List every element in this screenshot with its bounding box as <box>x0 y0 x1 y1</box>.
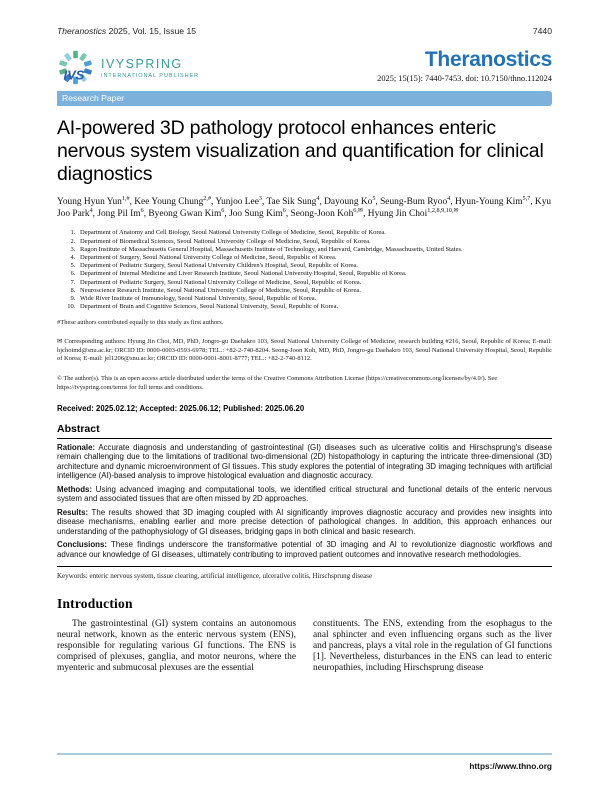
author: Jong Pil Im$^6$ , <box>97 209 148 219</box>
author: Yunjoo Lee$^3$ , <box>215 197 266 207</box>
journal-url: https://www.thno.org <box>469 761 552 771</box>
author: Kyu Joo Park$^4$ , <box>57 197 551 219</box>
author-superscript: 4 <box>447 194 451 202</box>
abstract-rule-top <box>57 438 552 439</box>
license-note: © The author(s). This is an open access article distributed under the terms of the Creative Commons Attribution License (https://creativecommons.org/licenses/by/4.0/). See https://ivyspring.com/terms for full terms and conditions. <box>57 375 498 391</box>
publisher-subtitle: INTERNATIONAL PUBLISHER <box>101 72 200 79</box>
author-superscript: 3 <box>258 194 262 202</box>
author-superscript: 5,7 <box>522 194 531 202</box>
ivyspring-logo-icon <box>57 49 94 86</box>
running-header-journal-name: Theranostics <box>57 26 107 36</box>
body-column-left: The gastrointestinal (GI) system contains an autonomous neural network, known as the enteric nervous system (ENS), responsible for regulating various GI functions. The ENS is comprised of plexuses, ganglia, and motor neurons, where the myenteric and submucosal plexuses are the essential <box>57 619 296 674</box>
envelope-icon: ✉ <box>57 338 63 346</box>
affiliation-item: 7. Department of Pediatric Surgery, Seoul National University College of Medicine, Seoul, Republic of Korea. <box>77 279 552 287</box>
running-header-page-number: 7440 <box>532 26 552 36</box>
author-superscript: 2,# <box>203 194 212 202</box>
author: Hyun-Young Kim$^{5,7}$ , <box>455 197 535 207</box>
abstract-label: Methods: <box>57 484 93 494</box>
author-superscript: 4 <box>316 194 320 202</box>
author-superscript: 1,2,8,9,10,✉ <box>427 207 459 215</box>
journal-name: Theranostics <box>424 48 552 71</box>
publisher-block <box>57 49 199 86</box>
body-column-right: constituents. The ENS, extending from the esophagus to the anal sphincter and even influencing organs such as the liver and pancreas, plays a vital role in the regulation of GI functions [1]. Nevertheless, disturbances in the ENS can lead to enteric neuropathies, including Hirschsprung disease <box>313 619 552 674</box>
abstract-rule-bottom <box>57 566 552 567</box>
abstract-label: Results: <box>57 507 89 517</box>
citation-line: 2025; 15(15): 7440-7453. doi: 10.7150/thno.112024 <box>377 74 552 83</box>
dates-line: Received: 2025.02.12; Accepted: 2025.06.12; Published: 2025.06.20 <box>57 403 305 413</box>
keywords-line <box>57 572 552 580</box>
author: Tae Sik Sung$^4$ , <box>266 197 324 207</box>
affiliation-item: 1. Department of Anatomy and Cell Biology, Seoul National University College of Medicine, Seoul, Republic of Korea. <box>77 229 552 237</box>
abstract-section <box>57 413 552 567</box>
article-title: AI-powered 3D pathology protocol enhances enteric nervous system visualization and quantification for clinical diagnostics <box>57 117 544 185</box>
author-superscript: 1,# <box>121 194 130 202</box>
author: Seong-Joon Koh$^{6,✉}$ , <box>291 209 368 219</box>
ivyspring-logo-monogram: IVS <box>63 67 85 83</box>
abstract-body <box>57 443 552 559</box>
abstract-methods: Methods: Using advanced imaging and computational tools, we identified critical structural and functional details of the enteric nervous system and associated tissues that are often missed by 2D approaches. <box>57 484 552 504</box>
author-superscript: 6,✉ <box>353 207 364 215</box>
abstract-results: Results: The results showed that 3D imaging coupled with AI significantly improves diagnostic accuracy and provides new insights into disease mechanisms, enabling earlier and more precise detection of pathological changes. In addition, this approach enhances our understanding of the pathophysiology of GI diseases, bridging gaps in both clinical and basic research. <box>57 507 552 536</box>
affiliation-item: 2. Department of Biomedical Sciences, Seoul National University College of Medicine, Seoul, Republic of Korea. <box>77 238 552 246</box>
publisher-text <box>101 57 199 79</box>
affiliation-item: 8. Neuroscience Research Institute, Seoul National University College of Medicine, Seoul, Republic of Korea. <box>77 287 552 295</box>
abstract-conclusions: Conclusions: These findings underscore the transformative potential of 3D imaging and AI to revolutionize diagnostic workflows and advance our knowledge of GI diseases, ultimately contributing to improved patient outcomes and innovative research methodologies. <box>57 540 552 559</box>
author: Kee Young Chung$^{2,\#}$ , <box>134 197 215 207</box>
correspondence-note <box>57 338 552 364</box>
correspondence-text: Corresponding authors: Hyung Jin Choi, MD, PhD, Jongro-gu Daehakro 103, Seoul National University College of Medicine, research building #216, Seoul, Republic of Korea; E-mail: hjchoimd@snu.ac.kr; ORCID ID: 0000-0003-0593-6978; TEL.: +82-2-740-8204. Seong-Joon Koh, MD, PhD, Jongro-gu Daehakro 103, Seoul National University Hospital, Seoul, Republic of Korea; E-mail: jel1206@snu.ac.kr; ORCID ID: 0000-0001-8001-8777; TEL.: +82-2-740-8112. <box>57 338 552 363</box>
keywords-text: enteric nervous system, tissue clearing, artificial intelligence, ulcerative colitis, Hirschsprung disease <box>87 572 373 581</box>
masthead <box>57 49 552 86</box>
abstract-heading: Abstract <box>57 422 100 435</box>
introduction-heading: Introduction <box>57 596 133 612</box>
author-superscript: 4 <box>89 207 93 215</box>
running-header-journal <box>57 26 196 36</box>
abstract-rationale: Rationale: Accurate diagnosis and understanding of gastrointestinal (GI) diseases such as ulcerative colitis and Hirschsprung's disease remain challenging due to the limitations of traditional two-dimensional (2D) histopathology in capturing the intricate three-dimensional (3D) architecture and dynamic microenvironment of GI tissues. This study explores the potential of integrating 3D imaging techniques with artificial intelligence (AI)-based analysis to improve histological evaluation and diagnostic accuracy. <box>57 442 552 481</box>
abstract-label: Conclusions: <box>57 540 107 550</box>
journal-block <box>377 49 552 83</box>
abstract-label: Rationale: <box>57 442 96 452</box>
body-columns <box>57 619 552 674</box>
keywords-label: Keywords: <box>57 572 88 581</box>
author: Seung-Bum Ryoo$^4$ , <box>380 197 455 207</box>
author-superscript: 6 <box>140 207 144 215</box>
article-type-band: Research Paper <box>57 91 552 106</box>
publisher-name: IVYSPRING <box>101 56 183 71</box>
page-footer <box>57 753 552 771</box>
author-superscript: 6 <box>282 207 286 215</box>
author-superscript: 6 <box>221 207 225 215</box>
footer-rule <box>57 753 552 755</box>
author: Hyung Jin Choi$^{1,2,8,9,10,✉}$ <box>367 207 459 220</box>
affiliation-item: 3. Ragon Institute of Massachusetts General Hospital, Massachusetts Institute of Technology, and Harvard, Cambridge, Massachusetts, United States. <box>77 246 552 254</box>
running-header <box>57 26 552 36</box>
equal-contribution-note: #These authors contributed equally to this study as first authors. <box>57 319 224 327</box>
author-superscript: 5 <box>372 194 376 202</box>
author: Dayoung Ko$^5$ , <box>324 197 380 207</box>
author: Byeong Gwan Kim$^6$ , <box>148 209 229 219</box>
running-header-issue-info: 2025, Vol. 15, Issue 15 <box>106 26 197 36</box>
affiliation-item: 10. Department of Brain and Cognitive Sciences, Seoul National University, Seoul, Republic of Korea. <box>77 303 552 311</box>
author-list <box>57 196 552 220</box>
affiliation-item: 5. Department of Pediatric Surgery, Seoul National University Children's Hospital, Seoul, Republic of Korea. <box>77 262 552 270</box>
author: Joo Sung Kim$^6$ , <box>229 209 290 219</box>
affiliation-list <box>57 229 552 311</box>
affiliation-item: 9. Wide River Institute of Immunology, Seoul National University, Seoul, Republic of Korea. <box>77 295 552 303</box>
affiliation-item: 4. Department of Surgery, Seoul National University College of Medicine, Seoul, Republic of Korea. <box>77 254 552 262</box>
affiliation-item: 6. Department of Internal Medicine and Liver Research Institute, Seoul National University Hospital, Seoul, Republic of Korea. <box>77 270 552 278</box>
author: Young Hyun Yun$^{1,\#}$ , <box>57 197 134 207</box>
